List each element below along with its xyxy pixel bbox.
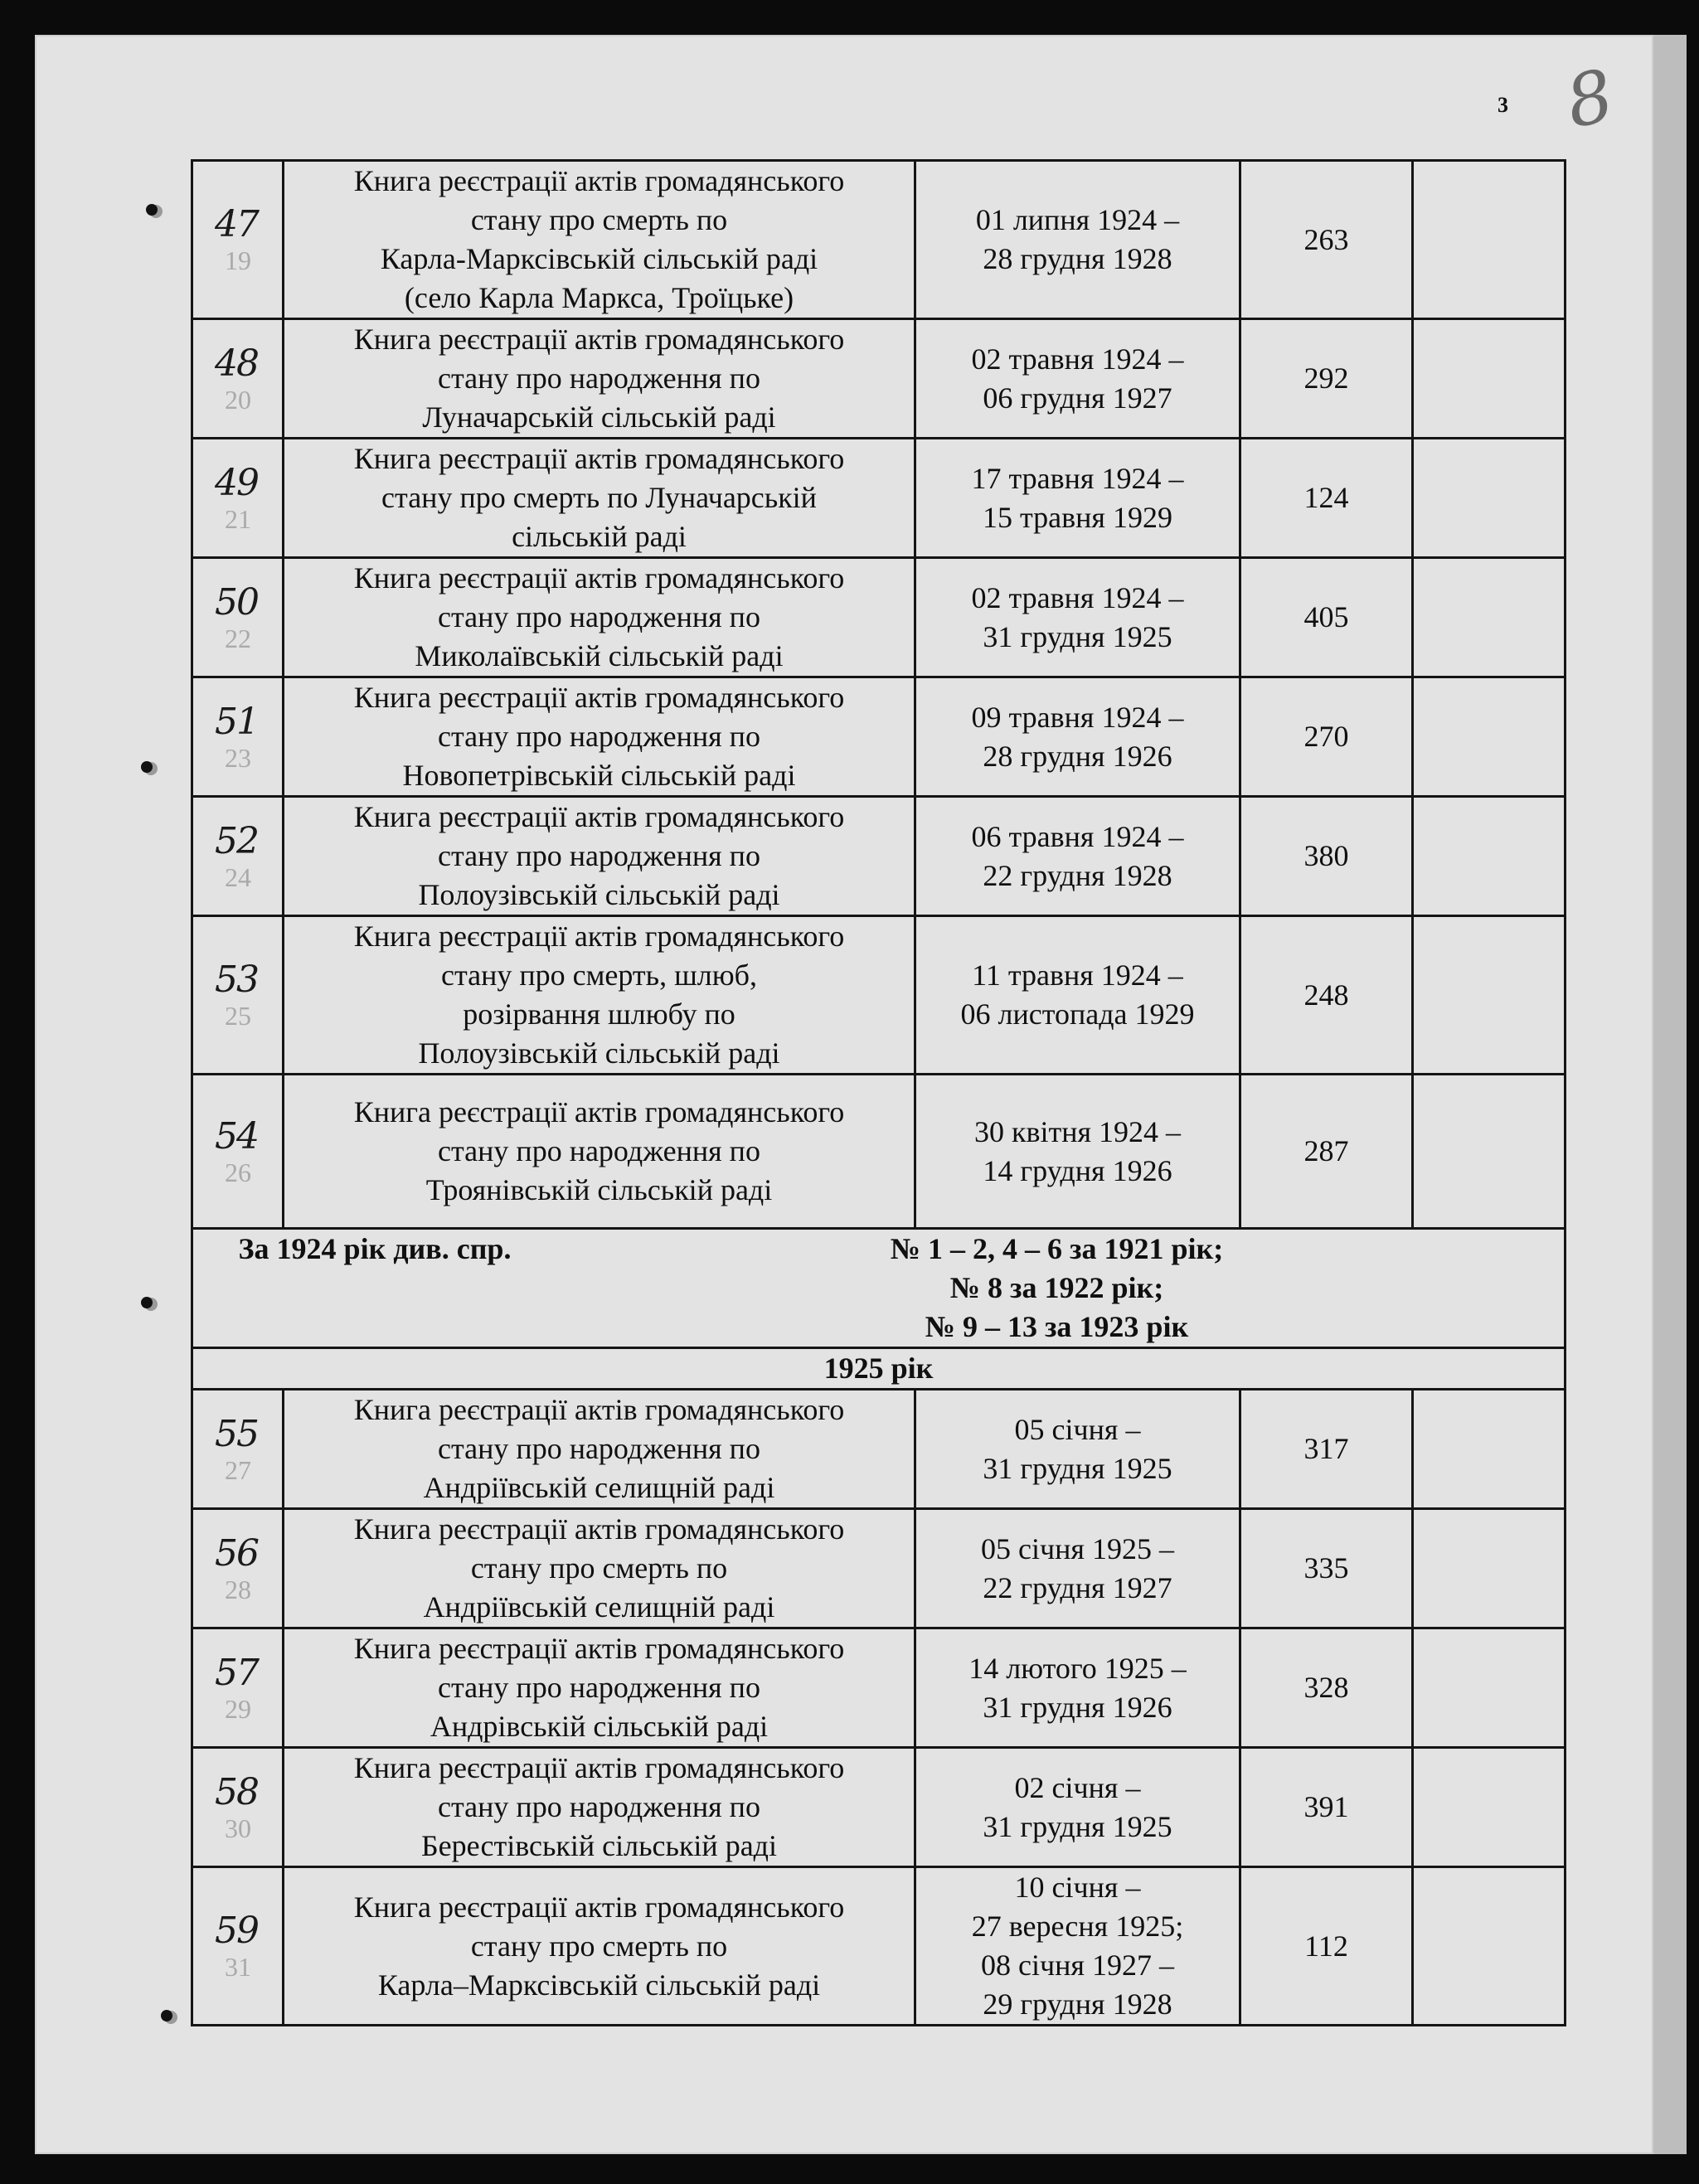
original-item-number: 23 [225, 742, 251, 773]
sheet-count-cell: 270 [1240, 677, 1413, 797]
record-title-cell: Книга реєстрації актів громадянського стану про смерть, шлюб, розірвання шлюбу по Полоузівській сільській раді [284, 916, 915, 1075]
sheet-count-cell: 292 [1240, 319, 1413, 439]
item-number-cell [192, 558, 284, 677]
table-row [192, 1628, 1566, 1748]
table-row [192, 1075, 1566, 1229]
handwritten-item-number: 48 [215, 342, 258, 385]
punch-hole-icon [146, 204, 158, 216]
sheet-count-cell: 248 [1240, 916, 1413, 1075]
date-range-cell: 05 січня – 31 грудня 1925 [915, 1390, 1240, 1509]
punch-hole-icon [141, 761, 153, 773]
sheet-count-cell: 263 [1240, 161, 1413, 319]
record-title-cell: Книга реєстрації актів громадянського стану про народження по Андрівській сільській раді [284, 1628, 915, 1748]
notes-cell [1413, 1390, 1566, 1509]
sheet-count-cell: 405 [1240, 558, 1413, 677]
notes-cell [1413, 916, 1566, 1075]
original-item-number: 21 [225, 503, 251, 534]
date-range-cell: 05 січня 1925 – 22 грудня 1927 [915, 1509, 1240, 1628]
table-row [192, 677, 1566, 797]
original-item-number: 24 [225, 861, 251, 892]
table-row [192, 319, 1566, 439]
table-note-section [192, 1229, 1566, 1390]
table-row [192, 797, 1566, 916]
notes-cell [1413, 797, 1566, 916]
page-number: 3 [1498, 93, 1508, 117]
notes-cell [1413, 558, 1566, 677]
date-range-cell: 02 травня 1924 – 31 грудня 1925 [915, 558, 1240, 677]
item-number-cell [192, 439, 284, 558]
date-range-cell: 02 травня 1924 – 06 грудня 1927 [915, 319, 1240, 439]
handwritten-item-number: 47 [215, 203, 258, 245]
item-number-cell [192, 916, 284, 1075]
notes-cell [1413, 1867, 1566, 2026]
page-edge-shadow [1653, 35, 1687, 2154]
register-table [191, 159, 1566, 2026]
handwritten-item-number: 58 [215, 1770, 258, 1813]
handwritten-item-number: 54 [215, 1114, 258, 1158]
notes-cell [1413, 161, 1566, 319]
table-section-1925 [192, 1390, 1566, 2026]
record-title-cell: Книга реєстрації актів громадянського стану про народження по Новопетрівській сільській раді [284, 677, 915, 797]
date-range-cell: 30 квітня 1924 – 14 грудня 1926 [915, 1075, 1240, 1229]
note-label: За 1924 рік див. спр. [238, 1232, 512, 1265]
punch-hole-icon [161, 2010, 172, 2021]
handwritten-item-number: 59 [215, 1910, 258, 1952]
record-title-cell: Книга реєстрації актів громадянського стану про смерть по Луначарській сільській раді [284, 439, 915, 558]
item-number-cell [192, 1748, 284, 1867]
sheet-count-cell: 317 [1240, 1390, 1413, 1509]
notes-cell [1413, 1628, 1566, 1748]
sheet-count-cell: 335 [1240, 1509, 1413, 1628]
date-range-cell: 01 липня 1924 – 28 грудня 1928 [915, 161, 1240, 319]
note-line-3: № 9 – 13 за 1923 рік [925, 1310, 1189, 1343]
item-number-cell [192, 161, 284, 319]
notes-cell [1413, 1748, 1566, 1867]
item-number-cell [192, 1509, 284, 1628]
sheet-count-cell: 328 [1240, 1628, 1413, 1748]
original-item-number: 30 [225, 1813, 251, 1843]
table-row [192, 1748, 1566, 1867]
handwritten-item-number: 55 [215, 1412, 258, 1455]
item-number-cell [192, 1075, 284, 1229]
date-range-cell: 14 лютого 1925 – 31 грудня 1926 [915, 1628, 1240, 1748]
table-row [192, 1867, 1566, 2026]
handwritten-item-number: 56 [215, 1531, 258, 1575]
date-range-cell: 11 травня 1924 – 06 листопада 1929 [915, 916, 1240, 1075]
sheet-count-cell: 380 [1240, 797, 1413, 916]
handwritten-item-number: 52 [215, 819, 258, 862]
table-row [192, 916, 1566, 1075]
record-title-cell: Книга реєстрації актів громадянського стану про народження по Миколаївській сільській раді [284, 558, 915, 677]
notes-cell [1413, 439, 1566, 558]
record-title-cell: Книга реєстрації актів громадянського стану про народження по Андріївській селищній раді [284, 1390, 915, 1509]
original-item-number: 26 [225, 1157, 251, 1187]
record-title-cell: Книга реєстрації актів громадянського стану про смерть по Карла–Марксівській сільській раді [284, 1867, 915, 2026]
original-item-number: 22 [225, 623, 251, 653]
note-line-1: № 1 – 2, 4 – 6 за 1921 рік; [890, 1232, 1224, 1265]
sheet-count-cell: 124 [1240, 439, 1413, 558]
handwritten-item-number: 57 [215, 1651, 258, 1694]
original-item-number: 29 [225, 1693, 251, 1724]
year-heading: 1925 рік [192, 1348, 1566, 1390]
item-number-cell [192, 1390, 284, 1509]
record-title-cell: Книга реєстрації актів громадянського стану про смерть по Андріївській селищній раді [284, 1509, 915, 1628]
table-row [192, 161, 1566, 319]
table-row [192, 1509, 1566, 1628]
sheet-count-cell: 287 [1240, 1075, 1413, 1229]
date-range-cell: 09 травня 1924 – 28 грудня 1926 [915, 677, 1240, 797]
table-row [192, 1390, 1566, 1509]
handwritten-item-number: 50 [215, 580, 258, 624]
year-heading-row [192, 1348, 1566, 1390]
item-number-cell [192, 677, 284, 797]
date-range-cell: 10 січня – 27 вересня 1925; 08 січня 1927 – 29 грудня 1928 [915, 1867, 1240, 2026]
punch-hole-icon [141, 1297, 153, 1308]
original-item-number: 25 [225, 1001, 251, 1031]
handwritten-item-number: 53 [215, 959, 258, 1001]
notes-cell [1413, 1075, 1566, 1229]
handwritten-item-number: 49 [215, 461, 258, 504]
record-title-cell: Книга реєстрації актів громадянського стану про народження по Луначарській сільській раді [284, 319, 915, 439]
record-title-cell: Книга реєстрації актів громадянського стану про народження по Берестівській сільській раді [284, 1748, 915, 1867]
original-item-number: 20 [225, 384, 251, 415]
cross-reference-note [192, 1229, 1566, 1348]
notes-cell [1413, 1509, 1566, 1628]
table-row [192, 558, 1566, 677]
notes-cell [1413, 319, 1566, 439]
record-title-cell: Книга реєстрації актів громадянського стану про народження по Полоузівській сільській раді [284, 797, 915, 916]
sheet-count-cell: 391 [1240, 1748, 1413, 1867]
date-range-cell: 17 травня 1924 – 15 травня 1929 [915, 439, 1240, 558]
original-item-number: 28 [225, 1574, 251, 1604]
date-range-cell: 06 травня 1924 – 22 грудня 1928 [915, 797, 1240, 916]
notes-cell [1413, 677, 1566, 797]
item-number-cell [192, 797, 284, 916]
sheet-count-cell: 112 [1240, 1867, 1413, 2026]
table-row [192, 439, 1566, 558]
item-number-cell [192, 1867, 284, 2026]
record-title-cell: Книга реєстрації актів громадянського стану про народження по Троянівській сільській раді [284, 1075, 915, 1229]
original-item-number: 19 [225, 245, 251, 275]
note-line-2: № 8 за 1922 рік; [949, 1271, 1164, 1304]
original-item-number: 27 [225, 1454, 251, 1485]
handwritten-folio-number: 8 [1559, 54, 1621, 145]
cross-reference-row [192, 1229, 1566, 1348]
item-number-cell [192, 1628, 284, 1748]
table-section-1924 [192, 161, 1566, 1229]
original-item-number: 31 [225, 1952, 251, 1982]
item-number-cell [192, 319, 284, 439]
date-range-cell: 02 січня – 31 грудня 1925 [915, 1748, 1240, 1867]
handwritten-item-number: 51 [215, 700, 258, 743]
record-title-cell: Книга реєстрації актів громадянського стану про смерть по Карла-Марксівській сільській раді (село Карла Маркса, Троїцьке) [284, 161, 915, 319]
